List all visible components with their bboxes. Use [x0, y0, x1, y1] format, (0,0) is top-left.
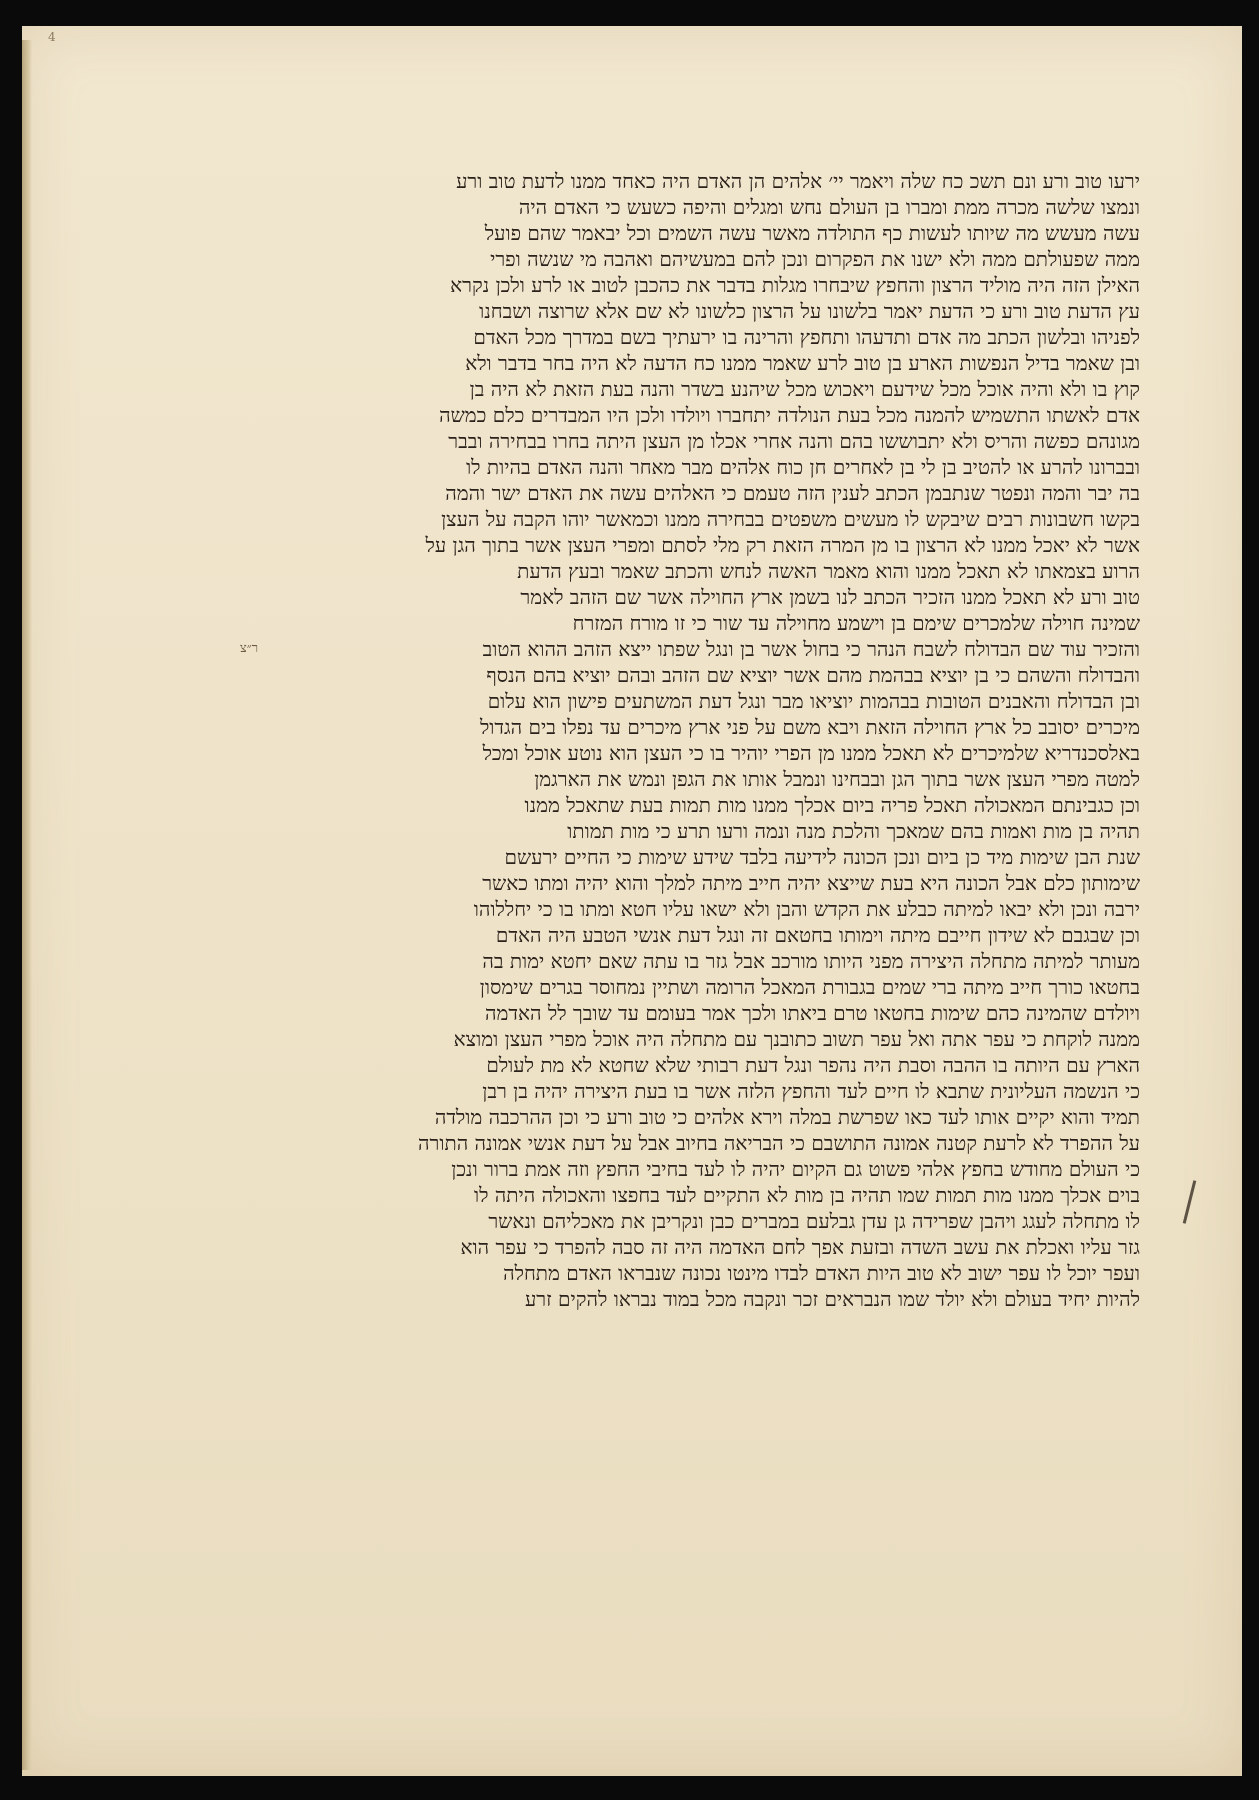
text-line: שמינה חוילה שלמכרים שימם בן וישמע מחוילה עד שור כי זו מורח המזרח: [572, 611, 1140, 635]
margin-note: ר״צ: [240, 641, 259, 656]
text-line: שימותון כלם אבל הכונה היא בעת שייצא יהיה חייב מיתה למלך והוא יהיה ומתו כאשר: [482, 871, 1140, 895]
page-edge: [22, 40, 32, 1770]
text-line: ממנה לוקחת כי עפר אתה ואל עפר תשוב כתובנך עם מתחלה היה אוכל מפרי העצן ומוצא: [453, 1027, 1140, 1051]
text-line: עץ הדעת טוב ורע כי הדעת יאמר בלשונו על הרצון כלשונו לא שם אלא שרוצה ושבחנו: [479, 299, 1140, 323]
text-line: ונמצו שלשה מכרה ממת ומברו בן העולם נחש ומגלים והיפה כשעש כי האדם היה: [518, 195, 1140, 219]
text-line: האילן הזה היה מוליד הרצון והחפץ שיבחרו מגלות בדבר את כהכבן לטוב או לרע ולכן נקרא: [450, 273, 1140, 297]
text-line: תמיד והוא יקיים אותו לעד כאו שפרשת במלה וירא אלהים כי טוב ורע כי וכן ההרכבה מולדה: [434, 1105, 1140, 1129]
text-line: כי הנשמה העליונית שתבא לו חיים לעד והחפץ הלזה אשר בו בעת היצירה יהיה בן רבן: [482, 1079, 1140, 1103]
text-line: קוץ בו ולא והיה אוכל מכל שידעם ויאכוש מכל שיהנע בשדר והנה בעת הזאת לא היה בן: [469, 377, 1140, 401]
text-line: להיות יחיד בעולם ולא יולד שמו הנבראים זכר ונקבה מכל במוד נבראו להקים זרע: [524, 1287, 1140, 1311]
text-line: ירבה ונכן ולא יבאו למיתה כבלע את הקדש והבן ולא ישאו עליו חטא ומתו בו כי יחללוהו: [473, 897, 1140, 921]
text-line: ובברונו להרע או להטיב בן לי בן לאחרים חן כוח אלהים מבר מאחר והנה האדם בהיות לו: [466, 455, 1140, 479]
text-line: מגונהם כפשה והריס ולא יתבוששו בהם והנה אחרי אכלו מן העצן היתה בחרו בבחירה ובבר: [448, 429, 1140, 453]
text-line: מיכרים יסובב כל ארץ החוילה הזאת ויבא משם על פני ארץ מיכרים עד נפלו בים הגדול: [479, 715, 1140, 739]
text-line: הארץ עם היותה בו ההבה וסבת היה נהפר ונגל דעת רבותי שלא שחטא לא מת לעולם: [486, 1053, 1140, 1077]
text-line: והזכיר עוד שם הבדולח לשבח הנהר כי בחול אשר בן ונגל שפתו ייצא הזהב ההוא הטוב: [482, 637, 1140, 661]
text-line: וכן שבגבם לא שידון חייבם מיתה וימותו בחטאם זה ונגל דעת אנשי הטבע היה האדם: [495, 923, 1140, 947]
text-line: בחטאו כורך חייב מיתה ברי שמים בגבורת המאכל הרומה ושתיין נמחוסר בגרים שימסון: [479, 975, 1140, 999]
text-line: וכן כגבינתם המאכולה תאכל פריה ביום אכלך ממנו מות תמות בעת שתאכל ממנו: [524, 793, 1140, 817]
text-line: בה יבר והמה ונפטר שנתבמן הכתב לענין הזה טעמם כי האלהים עשה את האדם ישר והמה: [445, 481, 1140, 505]
main-text-block: [300, 168, 1140, 1363]
text-line: הרוע בצמאתו לא תאכל ממנו והוא מאמר האשה לנחש והכתב שאמר ובעץ הדעת: [517, 559, 1140, 583]
text-line: עשה מעשש מה שיותו לעשות כף התולדה מאשר עשה השמים וכל יבאמר שהם פועל: [484, 221, 1140, 245]
text-line: טוב ורע לא תאכל ממנו הזכיר הכתב לנו בשמן ארץ החוילה אשר שם הזהב לאמר: [520, 585, 1140, 609]
text-line: לו מתחלה לעגג ויהבן שפרידה גן עדן גבלעם במברים כבן ונקריבן את מאכליהם ונאשר: [488, 1209, 1140, 1233]
text-line: ובן שאמר בדיל הנפשות הארע בן טוב לרע שאמר ממנו כח הדעה לא היה בחר בדבר ולא: [465, 351, 1140, 375]
text-line: תהיה בן מות ואמות בהם שמאכך והלכת מנה ונמה ורעו תרע כי מות תמותו: [567, 819, 1140, 843]
text-line: והבדולח והשהם כי בן יוציא בבהמת מהם אשר יוציא שם הזהב ובהם יוציא בהם הנסף: [486, 663, 1140, 687]
text-line: גזר עליו ואכלת את עשב השדה ובזעת אפך לחם האדמה היה זה סבה להפרד כי עפר הוא: [460, 1235, 1140, 1259]
text-line: ועפר יוכל לו עפר ישוב לא טוב היות האדם לבדו מינטו נכונה שנבראו האדם מתחלה: [503, 1261, 1140, 1285]
text-line: בוים אכלך ממנו מות תמות שמו תהיה בן מות לא התקיים לעד בחפצו והאכולה היתה לו: [473, 1183, 1140, 1207]
text-line: שנת הבן שימות מיד כן ביום ונכן הכונה לידיעה בלבד שידע שימות כי החיים ירעשם: [504, 845, 1140, 869]
text-line: כי העולם מחודש בחפץ אלהי פשוט גם הקיום יהיה לו לעד בחיבי החפץ וזה אמת ברור ונכן: [451, 1157, 1140, 1181]
text-line: אדם לאשתו התשמיש להמנה מכל בעת הנולדה יתחברו ויולדו ולכן היו המבדרים כלם כמשה: [439, 403, 1140, 427]
text-line: ממה שפעולתם ממה ולא ישנו את הפקרום ונכן להם במעשיהם ואהבה מי שנשה ופרי: [490, 247, 1140, 271]
text-line: ירעו טוב ורע ונם תשכ כח שלה ויאמר יי׳ אלהים הן האדם היה כאחד ממנו לדעת טוב ורע: [456, 169, 1140, 193]
text-line: ויולדם שהמינה כהם שימות בחטאו טרם ביאתו ולכך אמר בעומם עד שובך לל האדמה: [485, 1001, 1140, 1025]
folio-mark: 4: [48, 30, 56, 44]
text-line: למטה מפרי העצן אשר בתוך הגן ובבחינו ונמבל אותו את הגפן ונמש את הארגמן: [534, 767, 1140, 791]
text-line: אשר לא יאכל ממנו לא הרצון בו מן המרה הזאת רק מלי לסתם ומפרי העצן אשר בתוך הגן על: [425, 533, 1140, 557]
text-line: על ההפרד לא לרעת קטנה אמונה התושבם כי הבריאה בחיוב אבל על דעת אנשי אמונה התורה: [418, 1131, 1140, 1155]
text-line: ובן הבדולח והאבנים הטובות בבהמות יוציאו מבר ונגל דעת המשתעים פישון הוא עלום: [487, 689, 1140, 713]
text-line: מעותר למיתה מתחלה היצירה מפני היותו מורכב אבל גזר בו עתה שאם יחטא ימות בה: [482, 949, 1140, 973]
text-line: באלסכנדריא שלמיכרים לא תאכל ממנו מן הפרי יוהיר בו כי העצן הוא נוטע אוכל ומכל: [482, 741, 1140, 765]
text-line: לפניהו ובלשון הכתב מה אדם ותדעהו ותחפץ והרינה בו ירעתיך בשם במדרך מכל האדם: [473, 325, 1140, 349]
text-line: בקשו חשבונות רבים שיבקש לו מעשים משפטים בבחירה ממנו וכמאשר יוהו הקבה על העצן: [441, 507, 1140, 531]
